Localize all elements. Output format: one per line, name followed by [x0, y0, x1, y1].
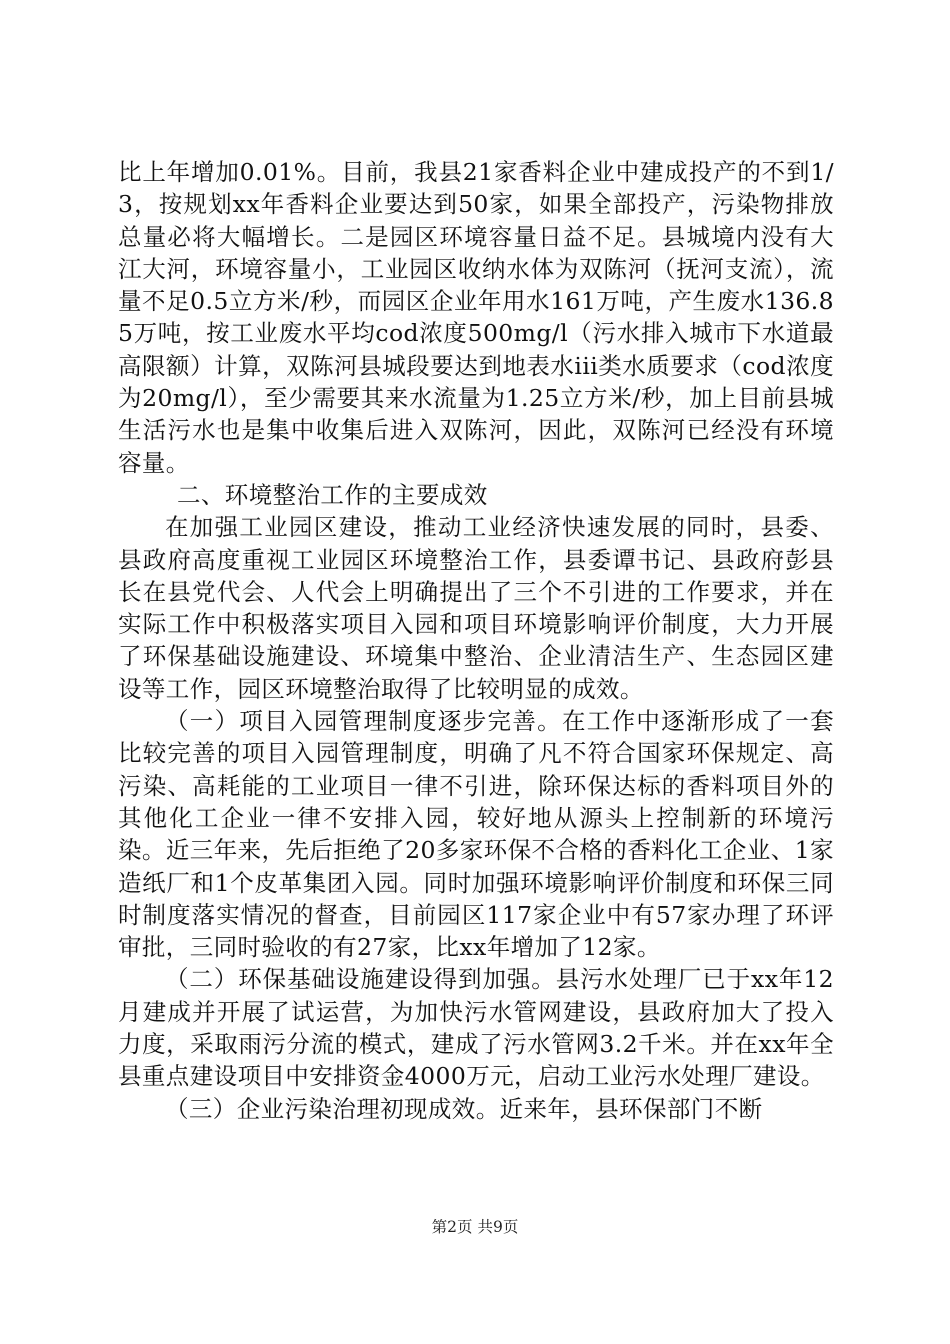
paragraph-project-management: （一）项目入园管理制度逐步完善。在工作中逐渐形成了一套比较完善的项目入园管理制度，明确了凡不符合国家环保规定、高污染、高耗能的工业项目一律不引进，除环保达标的香料项目外的其他化工企业一律不安排入园，较好地从源头上控制新的环境污染。近三年来，先后拒绝了20多家环保不合格的香料化工企业、1家造纸厂和1个皮革集团入园。同时加强环境影响评价制度和环保三同时制度落实情况的督查，目前园区117家企业中有57家办理了环评审批，三同时验收的有27家，比xx年增加了12家。: [118, 707, 834, 962]
section-heading-achievements: 二、环境整治工作的主要成效: [177, 480, 488, 509]
paragraph-pollution-capacity: 比上年增加0.01%。目前，我县21家香料企业中建成投产的不到1/3，按规划xx年香料企业要达到50家，如果全部投产，污染物排放总量必将大幅增长。二是园区环境容量日益不足。县城境内没有大江大河，环境容量小，工业园区收纳水体为双陈河（抚河支流），流量不足0.5立方米/秒，而园区企业年用水161万吨，产生废水136.85万吨，按工业废水平均cod浓度500mg/l（污水排入城市下水道最高限额）计算，双陈河县城段要达到地表水iii类水质要求（cod浓度为20mg/l），至少需要其来水流量为1.25立方米/秒，加上目前县城生活污水也是集中收集后进入双陈河，因此，双陈河已经没有环境容量。: [118, 158, 834, 477]
paragraph-achievements-intro: 在加强工业园区建设，推动工业经济快速发展的同时，县委、县政府高度重视工业园区环境整治工作，县委谭书记、县政府彭县长在县党代会、人代会上明确提出了三个不引进的工作要求，并在实际工作中积极落实项目入园和项目环境影响评价制度，大力开展了环保基础设施建设、环境集中整治、企业清洁生产、生态园区建设等工作，园区环境整治取得了比较明显的成效。: [118, 513, 834, 703]
page-number-footer: 第2页 共9页: [431, 1218, 519, 1236]
document-body: [118, 156, 834, 1125]
paragraph-pollution-control: （三）企业污染治理初现成效。近来年，县环保部门不断: [165, 1094, 763, 1123]
paragraph-infrastructure: （二）环保基础设施建设得到加强。县污水处理厂已于xx年12月建成并开展了试运营，为加快污水管网建设，县政府加大了投入力度，采取雨污分流的模式，建成了污水管网3.2千米。并在xx年全县重点建设项目中安排资金4000万元，启动工业污水处理厂建设。: [118, 965, 834, 1091]
